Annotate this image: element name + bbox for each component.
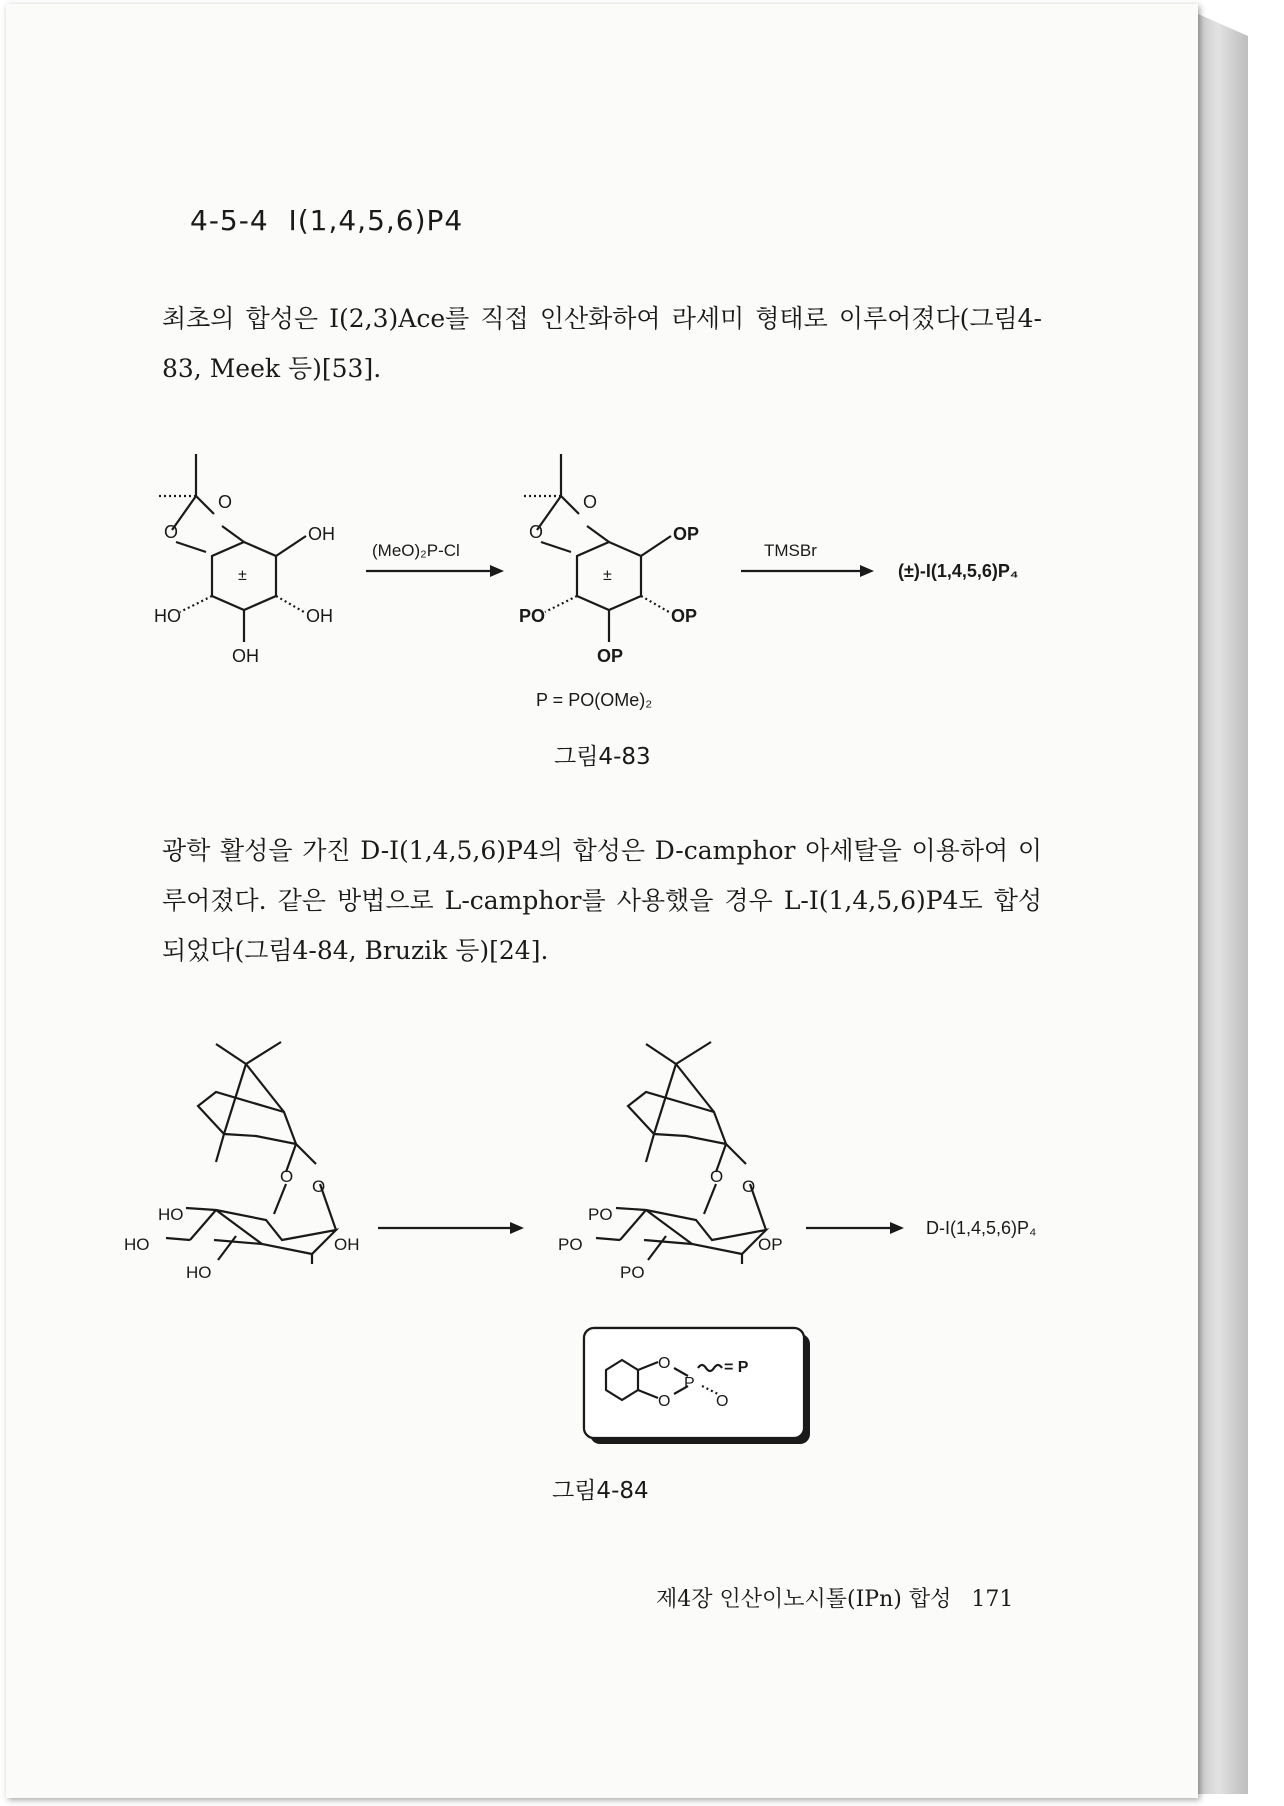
acetonide-o-top: O [218, 492, 233, 512]
box-o-double: O [716, 1393, 729, 1410]
ho-1: HO [158, 1205, 184, 1224]
box-o-top: O [658, 1355, 671, 1372]
po-1: PO [588, 1205, 613, 1224]
box-p: P [684, 1375, 695, 1392]
figure-4-83-caption: 그림4-83 [554, 744, 651, 770]
oh-1: OH [334, 1235, 360, 1254]
op-right-top: OP [673, 524, 700, 544]
section-heading [190, 204, 463, 237]
running-footer-chapter: 제4장 인산이노시톨(IPn) 합성 [656, 1587, 952, 1612]
reagent-deprotection: TMSBr [764, 541, 817, 560]
product-racemic: (±)-I(1,4,5,6)P₄ [898, 561, 1019, 581]
paragraph-2: 광학 활성을 가진 D-I(1,4,5,6)P4의 합성은 D-camphor 아세탈을 이용하여 이루어졌다. 같은 방법으로 L-camphor를 사용했을 경우 L-I(1,4,5,6)P4도 합성되었다(그림4-84, Bruzik 등)[24]. [162, 836, 1042, 965]
figure-4-84-scheme [106, 1024, 1096, 1464]
acetal-o-2b: O [710, 1167, 724, 1186]
ho-left: HO [154, 606, 181, 626]
page-number: 171 [971, 1587, 1014, 1612]
page-footer [656, 1582, 1013, 1613]
po-left: PO [519, 606, 546, 626]
inositol-acetonide-structure [156, 454, 866, 642]
figure-4-84-caption: 그림4-84 [552, 1478, 649, 1504]
op-right-bottom: OP [671, 606, 698, 626]
reagent-phosphorylation: (MeO)₂P-Cl [372, 541, 460, 560]
oh-right-top: OH [308, 524, 335, 544]
book-page [6, 4, 1198, 1798]
acetonide-o-left: O [164, 522, 179, 542]
book-edge [1198, 14, 1248, 1794]
figure-4-83-scheme [136, 444, 1086, 714]
product-d-ip4: D-I(1,4,5,6)P₄ [926, 1218, 1037, 1238]
oh-bottom: OH [232, 646, 259, 666]
ho-3: HO [186, 1263, 212, 1282]
box-eq-p: = P [724, 1359, 749, 1376]
acetonide2-o-top: O [583, 492, 598, 512]
ho-2: HO [124, 1235, 150, 1254]
po-3: PO [620, 1263, 645, 1282]
section-number: 4-5-4 [190, 204, 269, 237]
op-bottom: OP [597, 646, 624, 666]
oh-right-bottom: OH [306, 606, 333, 626]
racemic-mark-1: ± [238, 567, 247, 584]
acetal-o-2a: O [742, 1177, 756, 1196]
acetal-o-1b: O [280, 1167, 294, 1186]
op-1: OP [758, 1235, 783, 1254]
box-o-bottom: O [658, 1393, 671, 1410]
acetal-o-1a: O [312, 1177, 326, 1196]
racemic-mark-2: ± [603, 567, 612, 584]
paragraph-1: 최초의 합성은 I(2,3)Ace를 직접 인산화하여 라세미 형태로 이루어졌다(그림4-83, Meek 등)[53]. [162, 304, 1042, 383]
section-title: I(1,4,5,6)P4 [288, 204, 464, 237]
po-2: PO [558, 1235, 583, 1254]
p-definition: P = PO(OMe)₂ [536, 690, 653, 710]
acetonide2-o-left: O [529, 522, 544, 542]
